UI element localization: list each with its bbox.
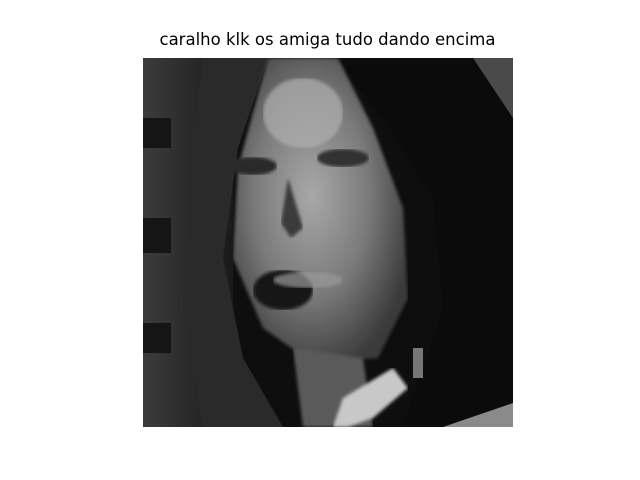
right-eye: [317, 149, 369, 167]
figure-title: caralho klk os amiga tudo dando encima: [159, 30, 496, 49]
left-eye: [229, 157, 277, 175]
portrait-image: [143, 58, 513, 427]
upper-lip-highlight: [273, 272, 343, 288]
portrait-image-svg: [143, 58, 513, 427]
small-highlight: [413, 348, 423, 378]
forehead-highlight: [263, 78, 343, 148]
